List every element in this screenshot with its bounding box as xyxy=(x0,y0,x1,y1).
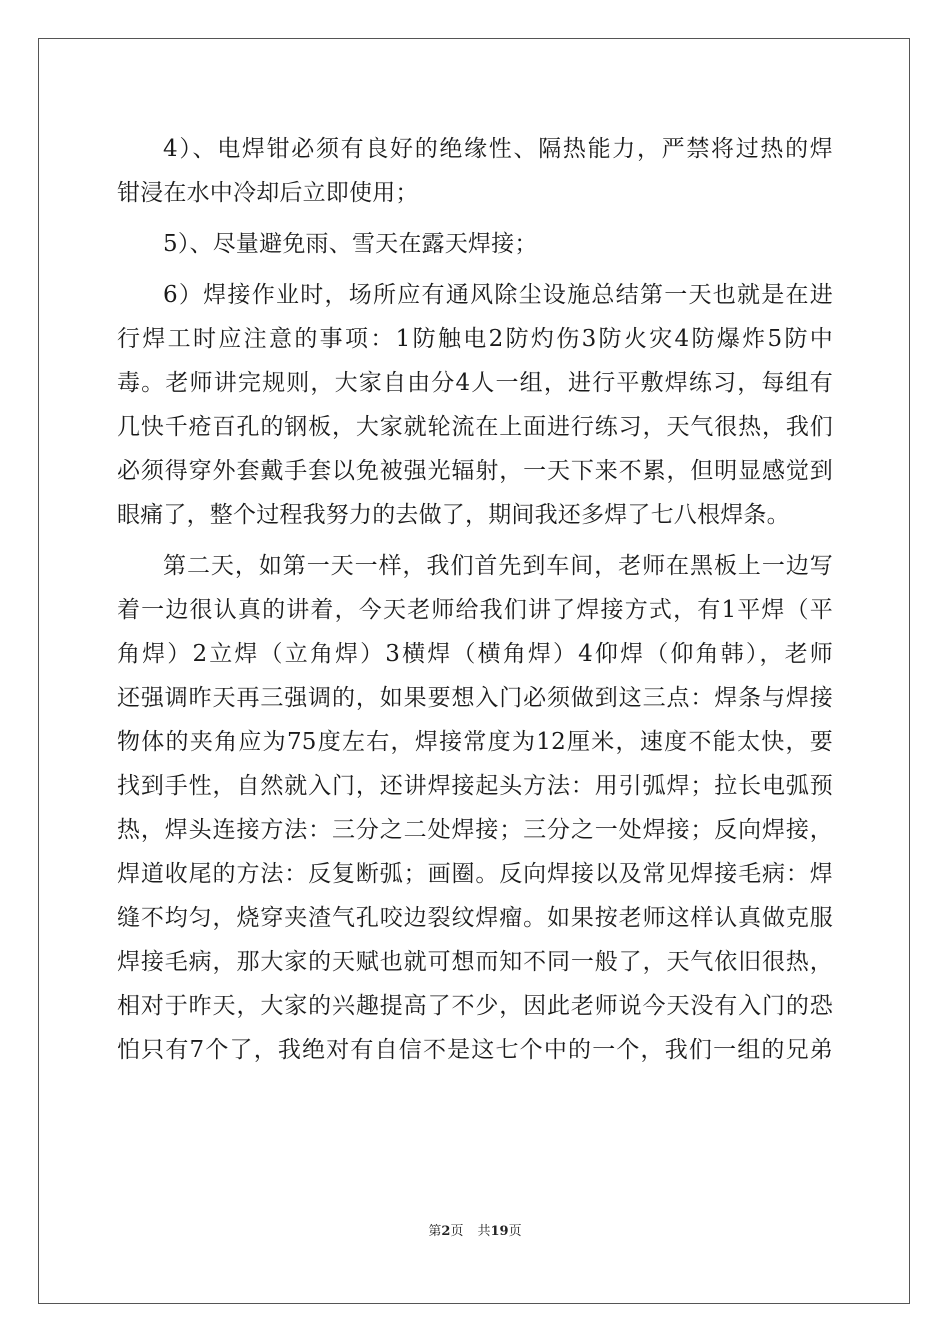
paragraph-4 xyxy=(117,544,833,1072)
text-line: 6）焊接作业时，场所应有通风除尘设施总结第一天也就是在进 xyxy=(163,282,833,308)
text-line: 钳浸在水中冷却后立即使用； xyxy=(117,180,419,206)
text-line: 第二天，如第一天一样，我们首先到车间，老师在黑板上一边写 xyxy=(163,553,833,579)
current-page-number: 2 xyxy=(441,1224,451,1239)
paragraph-1 xyxy=(117,127,833,215)
text-line: 焊道收尾的方法：反复断弧；画圈。反向焊接以及常见焊接毛病：焊 xyxy=(117,861,833,887)
text-line: 毒。老师讲完规则，大家自由分4人一组，进行平敷焊练习，每组有 xyxy=(117,370,833,396)
text-line: 5）、尽量避免雨、雪天在露天焊接； xyxy=(163,231,538,257)
text-line: 4）、电焊钳必须有良好的绝缘性、隔热能力，严禁将过热的焊 xyxy=(163,136,833,162)
text-line: 物体的夹角应为75度左右，焊接常度为12厘米，速度不能太快，要 xyxy=(117,729,833,755)
text-line: 焊接毛病，那大家的天赋也就可想而知不同一般了，天气依旧很热， xyxy=(117,949,833,975)
text-line: 缝不均匀，烧穿夹渣气孔咬边裂纹焊瘤。如果按老师这样认真做克服 xyxy=(117,905,833,931)
text-line: 角焊）2立焊（立角焊）3横焊（横角焊）4仰焊（仰角韩），老师 xyxy=(117,641,833,667)
text-line: 相对于昨天，大家的兴趣提高了不少，因此老师说今天没有入门的恐 xyxy=(117,993,833,1019)
text-line: 还强调昨天再三强调的，如果要想入门必须做到这三点：焊条与焊接 xyxy=(117,685,833,711)
paragraph-3 xyxy=(117,273,833,537)
page-number-label: 第2页 xyxy=(428,1224,464,1239)
page-footer xyxy=(0,1220,950,1239)
text-line: 必须得穿外套戴手套以免被强光辐射，一天下来不累，但明显感觉到 xyxy=(117,458,833,484)
paragraph-2 xyxy=(117,222,833,266)
total-pages-label: 共19页 xyxy=(477,1224,522,1239)
text-line: 眼痛了，整个过程我努力的去做了，期间我还多焊了七八根焊条。 xyxy=(117,502,790,528)
text-line: 几快千疮百孔的钢板，大家就轮流在上面进行练习，天气很热，我们 xyxy=(117,414,833,440)
text-line: 热，焊头连接方法：三分之二处焊接；三分之一处焊接；反向焊接， xyxy=(117,817,833,843)
text-line: 找到手性，自然就入门，还讲焊接起头方法：用引弧焊；拉长电弧预 xyxy=(117,773,833,799)
text-line: 行焊工时应注意的事项：1防触电2防灼伤3防火灾4防爆炸5防中 xyxy=(117,326,833,352)
document-body xyxy=(117,127,833,1072)
total-page-count: 19 xyxy=(490,1224,509,1239)
text-line: 着一边很认真的讲着，今天老师给我们讲了焊接方式，有1平焊（平 xyxy=(117,597,833,623)
text-line: 怕只有7个了，我绝对有自信不是这七个中的一个，我们一组的兄弟 xyxy=(117,1037,833,1063)
